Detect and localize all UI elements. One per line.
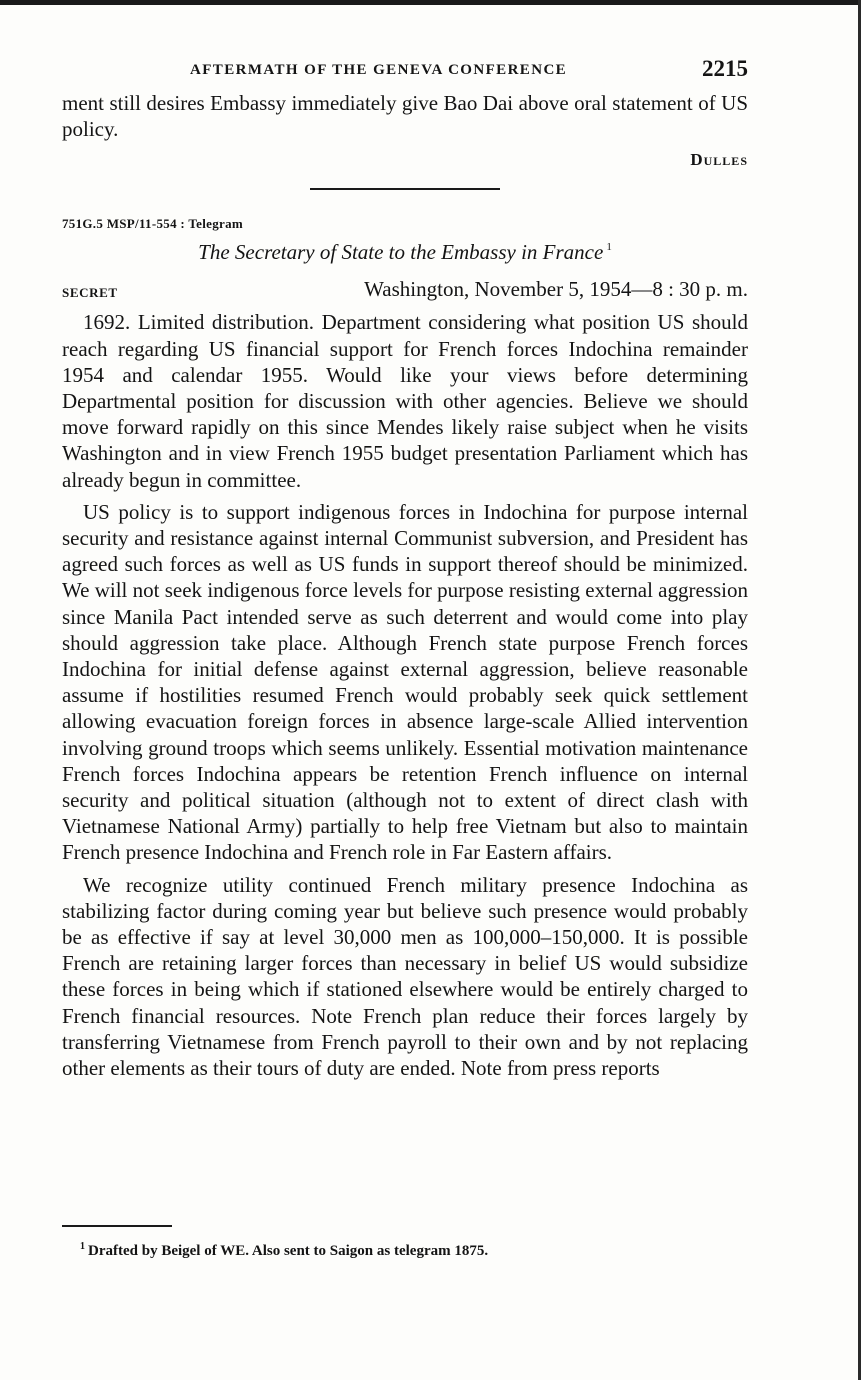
document-separator — [310, 188, 500, 190]
body-paragraph-2: US policy is to support indigenous forces in Indochina for purpose internal security and resistance against internal Communist subversion, and President has agreed such forces as well as US funds in support thereof should be minimized. We will not seek indigenous force levels for purpose resisting external aggression since Manila Pact intended serve as such deterrent and would come into play should aggression take place. Although French state purpose French forces Indochina for initial defense against external aggression, believe reasonable assume if hostilities resumed French would probably seek quick settlement allowing evacuation foreign forces in absence large-scale Allied intervention involving ground troops which seems unlikely. Essential motivation maintenance French forces Indochina appears be retention French influence on internal security and political situation (although not to extent of direct clash with Vietnamese National Army) partially to help free Vietnam but also to maintain French presence Indochina and French role in Far Eastern affairs. — [62, 499, 748, 865]
previous-document-continuation: ment still desires Embassy immediately give Bao Dai above oral statement of US policy. — [62, 91, 748, 142]
page-top-border — [0, 0, 861, 5]
body-paragraph-1: 1692. Limited distribution. Department considering what position US should reach regarding US financial support for French forces Indochina remainder 1954 and calendar 1955. Would like your views before determining Departmental position for discussion with other agencies. Believe we should move forward rapidly on this since Mendes likely raise subject when he visits Washington and in view French 1955 budget presentation Parliament which has already begun in committee. — [62, 310, 748, 492]
document-title-text: The Secretary of State to the Embassy in France — [198, 240, 604, 265]
running-title: AFTERMATH OF THE GENEVA CONFERENCE — [190, 62, 568, 78]
footnote-rule — [62, 1225, 172, 1227]
footnote — [80, 1241, 488, 1260]
page-number: 2215 — [702, 56, 748, 81]
running-header — [62, 56, 748, 90]
footnote-marker: 1 — [80, 1241, 85, 1252]
document-reference: 751G.5 MSP/11-554 : Telegram — [62, 216, 243, 232]
title-footnote-marker: 1 — [606, 241, 612, 254]
footnote-text: Drafted by Beigel of WE. Also sent to Saigon as telegram 1875. — [88, 1243, 489, 1259]
document-title — [62, 240, 748, 265]
signature: Dulles — [690, 150, 748, 170]
document-page — [62, 56, 748, 1081]
classification-line — [62, 277, 748, 307]
body-paragraph-3: We recognize utility continued French military presence Indochina as stabilizing factor during coming year but believe such presence would probably be as effective if say at level 30,000 men as 100,000–150,000. It is possible French are retaining larger forces than necessary in belief US would subsidize these forces in being which if stationed elsewhere would be entirely charged to French financial resources. Note French plan reduce their forces largely by transferring Vietnamese from French payroll to their own and by not replacing other elements as their tours of duty are ended. Note from press reports — [62, 872, 748, 1081]
classification-label: SECRET — [62, 285, 118, 301]
dateline: Washington, November 5, 1954—8 : 30 p. m. — [364, 277, 748, 302]
